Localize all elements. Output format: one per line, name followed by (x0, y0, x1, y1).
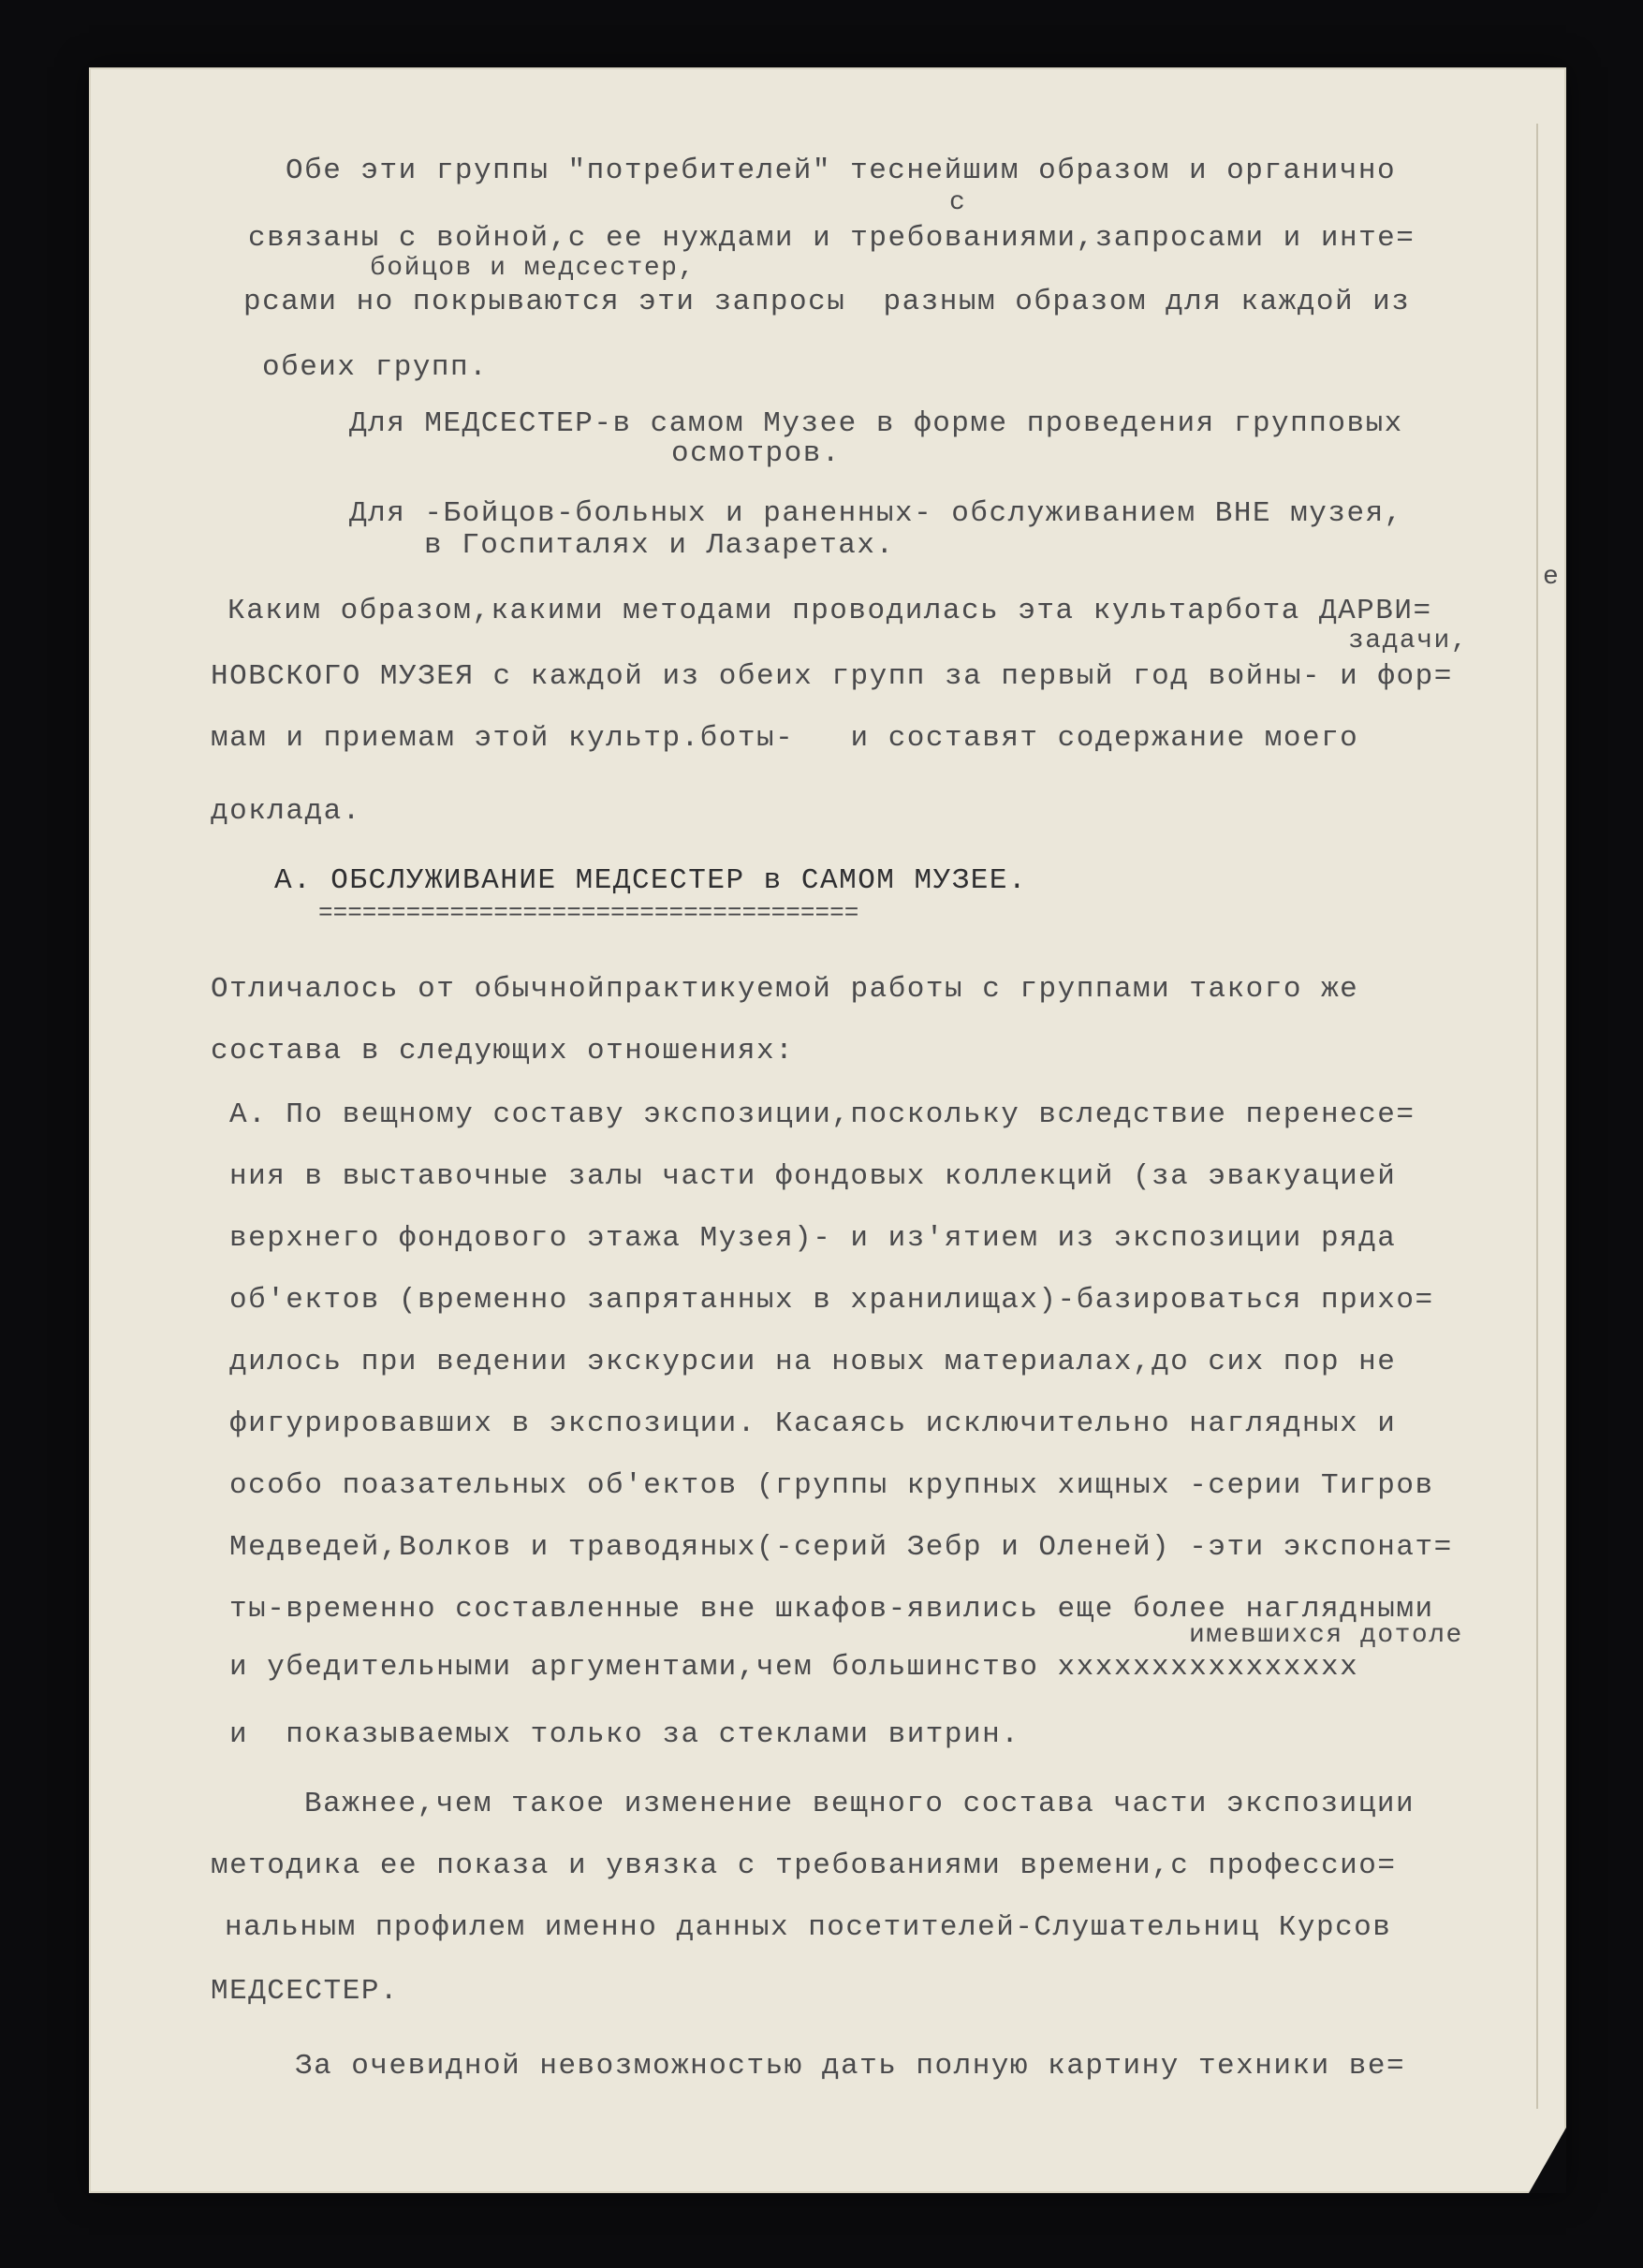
text-line: особо поазательных об'ектов (группы крупных хищных -серии Тигров (229, 1469, 1434, 1502)
text-line: А. По вещному составу экспозиции,поскольку вследствие перенесе= (229, 1098, 1416, 1131)
text-line: об'ектов (временно запрятанных в хранилищах)-базироваться прихо= (229, 1284, 1434, 1317)
text-line: Медведей,Волков и траводяных(-серий Зебр и Оленей) -эти экспонат= (229, 1531, 1453, 1564)
page-edge-line (1536, 124, 1538, 2109)
text-line: и показываемых только за стеклами витрин. (229, 1718, 1020, 1751)
text-line: дилось при ведении экскурсии на новых материалах,до сих пор не (229, 1346, 1397, 1378)
heading-underline: ===================================== (318, 899, 859, 927)
text-line: Важнее,чем такое изменение вещного состава части экспозиции (304, 1788, 1416, 1820)
text-line: связаны с войной,с ее нуждами и требованиями,запросами и инте= (248, 222, 1416, 255)
margin-mark: е (1543, 563, 1561, 592)
section-heading: А. ОБСЛУЖИВАНИЕ МЕДСЕСТЕР в САМОМ МУЗЕЕ. (274, 864, 1028, 897)
text-line: Отличалось от обычнойпрактикуемой работы с группами такого же (211, 973, 1359, 1006)
text-line: ния в выставочные залы части фондовых коллекций (за эвакуацией (229, 1160, 1397, 1193)
text-line: и убедительными аргументами,чем большинство xxxxxxxxxxxxxxxx (229, 1651, 1359, 1684)
text-line: Для -Бойцов-больных и раненных- обслуживанием ВНЕ музея, (349, 497, 1403, 530)
text-insertion: с (949, 188, 967, 217)
text-line: обеих групп. (262, 351, 489, 384)
text-line: состава в следующих отношениях: (211, 1035, 795, 1068)
text-line: доклада. (211, 795, 361, 828)
text-line: Каким образом,какими методами проводилась эта культарбота ДАРВИ= (227, 595, 1432, 627)
text-line: Для МЕДСЕСТЕР-в самом Музее в форме проведения групповых (349, 407, 1403, 440)
text-line: в Госпиталях и Лазаретах. (424, 529, 895, 562)
text-line: мам и приемам этой культр.боты- и составят содержание моего (211, 722, 1359, 755)
text-line: нальным профилем именно данных посетителей-Слушательниц Курсов (225, 1911, 1392, 1944)
text-line: фигурировавших в экспозиции. Касаясь исключительно наглядных и (229, 1407, 1397, 1440)
text-line: верхнего фондового этажа Музея)- и из'ятием из экспозиции ряда (229, 1222, 1397, 1255)
text-insertion: бойцов и медсестер, (370, 254, 696, 283)
text-line: методика ее показа и увязка с требованиями времени,с профессио= (211, 1849, 1397, 1882)
text-line: МЕДСЕСТЕР. (211, 1975, 400, 2008)
text-line: осмотров. (671, 437, 841, 470)
text-line: рсами но покрываются эти запросы разным образом для каждой из (243, 286, 1411, 318)
text-line: НОВСКОГО МУЗЕЯ с каждой из обеих групп за первый год войны- и фор= (211, 660, 1453, 693)
text-insertion: задачи, (1348, 626, 1469, 655)
text-line: ты-временно составленные вне шкафов-явились еще более наглядными (229, 1593, 1434, 1626)
text-insertion: имевшихся дотоле (1189, 1621, 1463, 1650)
text-line: Обе эти группы "потребителей" теснейшим образом и органично (286, 155, 1397, 187)
text-line: За очевидной невозможностью дать полную картину техники ве= (295, 2050, 1406, 2083)
